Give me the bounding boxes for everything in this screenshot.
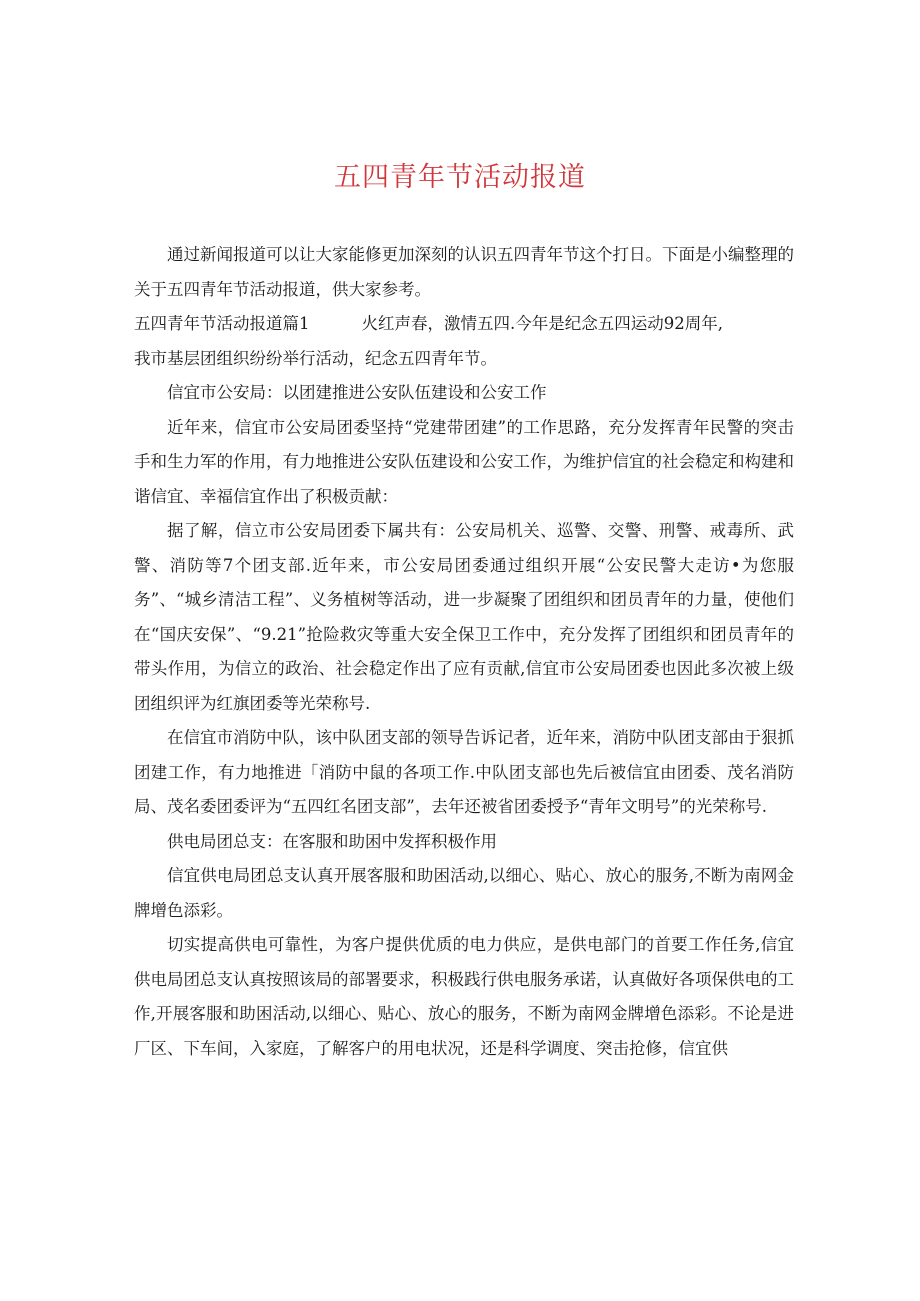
section-heading-police: 信宜市公安局：以团建推进公安队伍建设和公安工作 (167, 383, 547, 402)
part-lead-continuation: 我市基层团组织纷纷举行活动，纪念五四青年节。 (134, 348, 497, 368)
power-paragraph-2: 切实提高供电可靠性，为客户提供优质的电力供应，是供电部门的首要工作任务,信宜供电局团总支认真按照该局的部署要求，积极践行供电服务承诺，认真做好各项保供电的工作,开展客服和助困活动,以细心、贴心、放心的服务，不断为南网金牌增色添彩。不论是进厂区、下车间，入家庭，了解客户的用电状况，还是科学调度、突击抢修，信宜供 (134, 935, 794, 1058)
intro-paragraph: 通过新闻报道可以让大家能修更加深刻的认识五四青年节这个打日。下面是小编整理的关于五四青年节活动报道，供大家参考。 (134, 245, 794, 299)
document-body (134, 238, 794, 1066)
document-title: 五四青年节活动报道 (334, 162, 586, 193)
part-label: 五四青年节活动报道篇1 (134, 314, 310, 333)
police-paragraph-2: 据了解，信立市公安局团委下属共有：公安局机关、巡警、交警、刑警、戒毒所、武警、消防等7个团支部.近年来，市公安局团委通过组织开展“公安民警大走访•为您服务”、“城乡清洁工程”、义务植树等活动，进一步凝聚了团组织和团员青年的力量，使他们在“国庆安保”、“9.21”抢险救灾等重大安全保卫工作中，充分发挥了团组织和团员青年的带头作用，为信立的政治、社会稳定作出了应有贡献,信宜市公安局团委也因此多次被上级团组织评为红旗团委等光荣称号. (134, 521, 794, 713)
part-lead: 火红声春，激情五四.今年是纪念五四运动92周年, (361, 314, 723, 333)
power-paragraph-1: 信宜供电局团总支认真开展客服和助困活动,以细心、贴心、放心的服务,不断为南网金牌增色添彩。 (134, 866, 794, 920)
part-heading-line (134, 307, 794, 342)
section-heading-power: 供电局团总支：在客服和助困中发挥积极作用 (167, 831, 497, 851)
fire-paragraph: 在信宜市消防中队，该中队团支部的领导告诉记者，近年来，消防中队团支部由于狠抓团建工作，有力地推进「消防中鼠的各项工作.中队团支部也先后被信宜由团委、茂名消防局、茂名委团委评为“五四红名团支部”，去年还被省团委授予“青年文明号”的光荣称号. (134, 728, 794, 816)
police-paragraph-1: 近年来，信宜市公安局团委坚持“党建带团建”的工作思路，充分发挥青年民警的突击手和生力军的作用，有力地推进公安队伍建设和公安工作，为维护信宜的社会稳定和构建和谐信宜、幸福信宜作出了积极贡献： (134, 417, 794, 506)
part-gap (310, 307, 362, 342)
